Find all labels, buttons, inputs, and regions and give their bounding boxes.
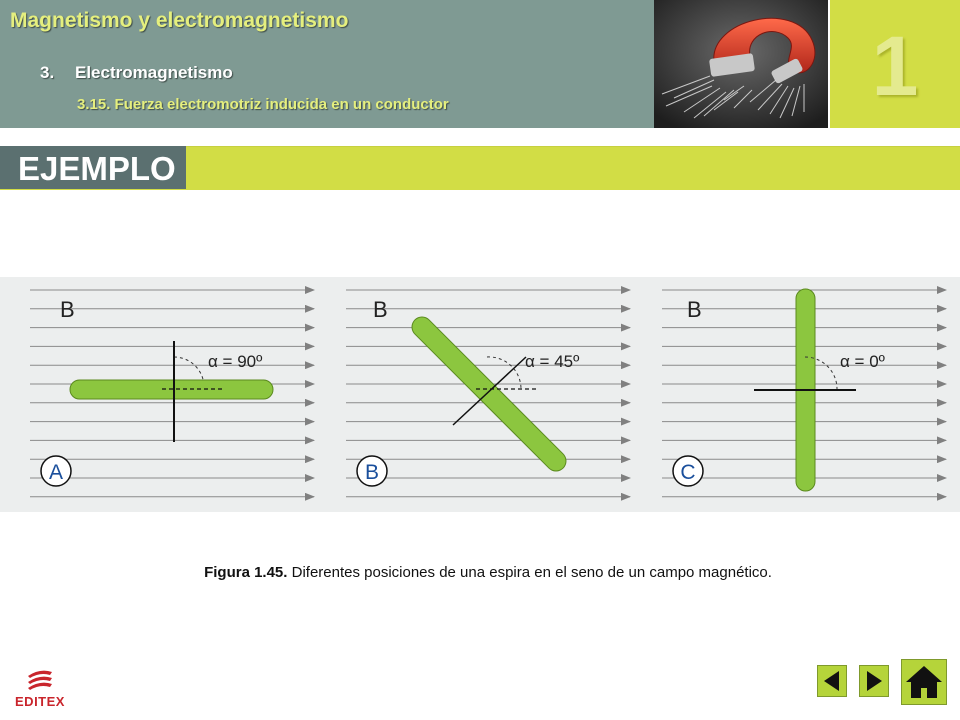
horseshoe-magnet-photo: [654, 0, 828, 128]
next-button[interactable]: [859, 665, 889, 697]
angle-label-b: α = 45º: [525, 352, 580, 371]
panel-letter-c: C: [680, 461, 696, 484]
ejemplo-label: EJEMPLO: [18, 150, 176, 187]
figure-caption: [0, 564, 960, 581]
page-title: Magnetismo y electromagnetismo: [10, 9, 349, 32]
chapter-badge: [830, 0, 960, 128]
panel-letter-b: B: [364, 461, 380, 484]
field-label-c: B: [687, 297, 702, 322]
field-diagram: [0, 277, 960, 512]
field-label-a: B: [60, 297, 75, 322]
panel-letter-a: A: [48, 461, 64, 484]
header-panel: [0, 0, 654, 128]
previous-button[interactable]: [817, 665, 847, 697]
angle-label-c: α = 0º: [840, 352, 885, 371]
chapter-badge-number: 1: [871, 19, 919, 113]
angle-label-a: α = 90º: [208, 352, 263, 371]
header: [0, 0, 960, 130]
chapter-number: 3.: [40, 63, 55, 82]
editex-logo: [8, 666, 72, 710]
triangle-left-icon: [818, 666, 846, 696]
field-label-b: B: [373, 297, 388, 322]
caption-label: Figura 1.45.: [204, 564, 288, 581]
home-icon: [902, 660, 946, 704]
caption-text: Diferentes posiciones de una espira en el seno de un campo magnético.: [287, 564, 772, 581]
panel-a: [41, 297, 273, 486]
panel-b: [357, 297, 579, 486]
editex-logo-icon: [8, 666, 72, 696]
logo-text: EDITEX: [15, 694, 65, 709]
ejemplo-tab: [0, 146, 186, 189]
panel-c: [673, 289, 885, 491]
chapter-heading: [40, 63, 233, 83]
chapter-title: Electromagnetismo: [75, 63, 233, 82]
home-button[interactable]: [901, 659, 947, 705]
section-heading: 3.15. Fuerza electromotriz inducida en un conductor: [77, 96, 449, 113]
triangle-right-icon: [860, 666, 888, 696]
figure-panel: [0, 277, 960, 512]
